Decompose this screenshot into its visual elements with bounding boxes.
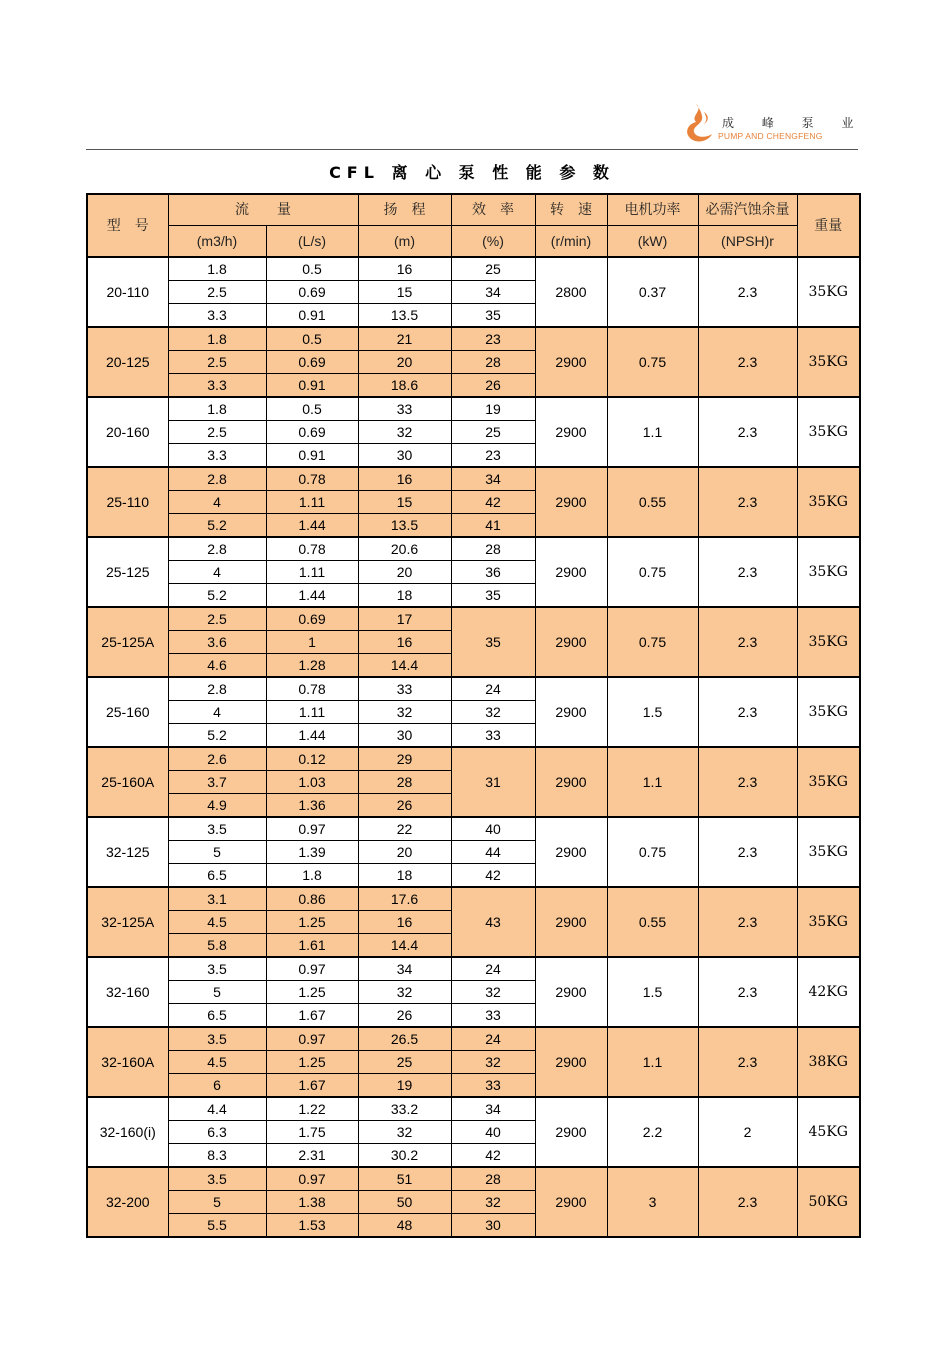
cell-efficiency: 35 (451, 584, 535, 608)
cell-flow-m3h: 4.4 (168, 1097, 266, 1121)
cell-flow-ls: 1.44 (266, 584, 358, 608)
cell-efficiency: 31 (451, 747, 535, 817)
cell-flow-m3h: 2.5 (168, 281, 266, 304)
cell-efficiency: 36 (451, 561, 535, 584)
cell-flow-ls: 1.11 (266, 701, 358, 724)
cell-model: 25-110 (87, 467, 168, 537)
cell-speed: 2900 (535, 887, 607, 957)
cell-flow-m3h: 3.5 (168, 957, 266, 981)
cell-npsh: 2.3 (698, 817, 797, 887)
cell-flow-ls: 1 (266, 631, 358, 654)
cell-power: 0.75 (607, 327, 698, 397)
cell-flow-m3h: 3.1 (168, 887, 266, 911)
cell-head: 17.6 (358, 887, 451, 911)
cell-efficiency: 25 (451, 257, 535, 281)
cell-power: 0.75 (607, 817, 698, 887)
cell-efficiency: 23 (451, 327, 535, 351)
cell-speed: 2900 (535, 327, 607, 397)
cell-power: 2.2 (607, 1097, 698, 1167)
cell-speed: 2900 (535, 1027, 607, 1097)
cell-flow-m3h: 5.2 (168, 724, 266, 748)
cell-flow-m3h: 4 (168, 701, 266, 724)
table-row (87, 397, 860, 421)
cell-flow-m3h: 5.5 (168, 1214, 266, 1238)
cell-head: 32 (358, 701, 451, 724)
cell-head: 22 (358, 817, 451, 841)
cell-head: 18 (358, 584, 451, 608)
cell-flow-m3h: 3.3 (168, 304, 266, 328)
cell-efficiency: 42 (451, 491, 535, 514)
cell-model: 32-125 (87, 817, 168, 887)
cell-head: 26 (358, 794, 451, 818)
cell-weight: 35KG (797, 887, 860, 957)
cell-npsh: 2.3 (698, 1027, 797, 1097)
cell-flow-m3h: 1.8 (168, 397, 266, 421)
header-npsh-unit: (NPSH)r (698, 226, 797, 258)
table-row (87, 1027, 860, 1051)
table-row (87, 887, 860, 911)
cell-power: 1.1 (607, 747, 698, 817)
cell-efficiency: 44 (451, 841, 535, 864)
cell-flow-m3h: 3.3 (168, 374, 266, 398)
cell-flow-ls: 0.86 (266, 887, 358, 911)
cell-power: 0.37 (607, 257, 698, 327)
cell-model: 25-125A (87, 607, 168, 677)
cell-flow-m3h: 6.5 (168, 1004, 266, 1028)
cell-model: 20-125 (87, 327, 168, 397)
cell-flow-m3h: 4.9 (168, 794, 266, 818)
cell-efficiency: 32 (451, 1191, 535, 1214)
cell-head: 20.6 (358, 537, 451, 561)
table-row (87, 957, 860, 981)
table-row (87, 257, 860, 281)
cell-efficiency: 34 (451, 281, 535, 304)
header-weight: 重量 (797, 194, 860, 257)
cell-flow-ls: 0.97 (266, 957, 358, 981)
cell-power: 0.75 (607, 607, 698, 677)
cell-efficiency: 30 (451, 1214, 535, 1238)
pump-performance-table (86, 193, 861, 1238)
cell-head: 20 (358, 841, 451, 864)
cell-flow-m3h: 4 (168, 491, 266, 514)
cell-head: 20 (358, 351, 451, 374)
cell-speed: 2900 (535, 957, 607, 1027)
cell-efficiency: 32 (451, 981, 535, 1004)
cell-model: 25-160A (87, 747, 168, 817)
logo-chinese-name: 成 峰 泵 业 (722, 116, 866, 130)
cell-head: 26 (358, 1004, 451, 1028)
cell-efficiency: 28 (451, 537, 535, 561)
cell-speed: 2800 (535, 257, 607, 327)
cell-flow-m3h: 2.6 (168, 747, 266, 771)
cell-efficiency: 28 (451, 351, 535, 374)
cell-flow-m3h: 5.2 (168, 514, 266, 538)
cell-efficiency: 24 (451, 957, 535, 981)
cell-efficiency: 42 (451, 1144, 535, 1168)
cell-model: 25-125 (87, 537, 168, 607)
cell-flow-ls: 1.25 (266, 981, 358, 1004)
cell-flow-ls: 0.5 (266, 327, 358, 351)
header-speed: 转 速 (535, 194, 607, 226)
cell-flow-m3h: 5 (168, 981, 266, 1004)
cell-flow-m3h: 3.7 (168, 771, 266, 794)
header-efficiency-unit: (%) (451, 226, 535, 258)
cell-flow-ls: 0.97 (266, 1167, 358, 1191)
cell-power: 1.5 (607, 957, 698, 1027)
cell-power: 0.55 (607, 887, 698, 957)
cell-flow-ls: 0.78 (266, 677, 358, 701)
cell-head: 16 (358, 467, 451, 491)
cell-npsh: 2.3 (698, 747, 797, 817)
cell-power: 0.55 (607, 467, 698, 537)
cell-weight: 35KG (797, 327, 860, 397)
page-title: CFL 离 心 泵 性 能 参 数 (329, 163, 615, 182)
cell-flow-m3h: 3.6 (168, 631, 266, 654)
cell-power: 3 (607, 1167, 698, 1237)
table-row (87, 747, 860, 771)
header-speed-unit: (r/min) (535, 226, 607, 258)
cell-flow-m3h: 5 (168, 1191, 266, 1214)
cell-npsh: 2.3 (698, 887, 797, 957)
header-power-unit: (kW) (607, 226, 698, 258)
table-row (87, 1167, 860, 1191)
cell-efficiency: 33 (451, 724, 535, 748)
cell-flow-ls: 0.69 (266, 351, 358, 374)
cell-model: 32-160A (87, 1027, 168, 1097)
cell-head: 30 (358, 444, 451, 468)
cell-power: 1.1 (607, 397, 698, 467)
cell-weight: 35KG (797, 397, 860, 467)
cell-flow-m3h: 4.5 (168, 1051, 266, 1074)
header-flow-unit-ls: (L/s) (266, 226, 358, 258)
cell-speed: 2900 (535, 467, 607, 537)
cell-speed: 2900 (535, 817, 607, 887)
cell-flow-m3h: 4.6 (168, 654, 266, 678)
cell-head: 29 (358, 747, 451, 771)
cell-flow-m3h: 3.3 (168, 444, 266, 468)
cell-power: 1.1 (607, 1027, 698, 1097)
cell-flow-ls: 1.36 (266, 794, 358, 818)
cell-flow-m3h: 6 (168, 1074, 266, 1098)
cell-head: 15 (358, 281, 451, 304)
cell-head: 51 (358, 1167, 451, 1191)
header-model: 型 号 (87, 194, 168, 257)
cell-flow-ls: 0.78 (266, 467, 358, 491)
cell-head: 18.6 (358, 374, 451, 398)
cell-weight: 45KG (797, 1097, 860, 1167)
table-row (87, 677, 860, 701)
table-row (87, 1097, 860, 1121)
cell-efficiency: 35 (451, 607, 535, 677)
table-row (87, 327, 860, 351)
cell-weight: 42KG (797, 957, 860, 1027)
cell-head: 32 (358, 1121, 451, 1144)
cell-head: 13.5 (358, 304, 451, 328)
cell-model: 32-160(i) (87, 1097, 168, 1167)
cell-flow-ls: 1.25 (266, 1051, 358, 1074)
table-row (87, 817, 860, 841)
cell-weight: 35KG (797, 817, 860, 887)
table-row (87, 607, 860, 631)
cell-flow-m3h: 6.5 (168, 864, 266, 888)
cell-flow-ls: 1.11 (266, 491, 358, 514)
cell-efficiency: 26 (451, 374, 535, 398)
cell-head: 25 (358, 1051, 451, 1074)
cell-head: 28 (358, 771, 451, 794)
cell-head: 21 (358, 327, 451, 351)
cell-flow-m3h: 8.3 (168, 1144, 266, 1168)
cell-flow-m3h: 2.8 (168, 537, 266, 561)
header-divider (86, 149, 858, 150)
cell-power: 0.75 (607, 537, 698, 607)
cell-flow-ls: 1.44 (266, 514, 358, 538)
cell-npsh: 2.3 (698, 957, 797, 1027)
cell-flow-ls: 2.31 (266, 1144, 358, 1168)
cell-flow-m3h: 2.5 (168, 421, 266, 444)
cell-efficiency: 33 (451, 1004, 535, 1028)
cell-weight: 38KG (797, 1027, 860, 1097)
cell-npsh: 2.3 (698, 467, 797, 537)
cell-weight: 35KG (797, 677, 860, 747)
cell-npsh: 2.3 (698, 257, 797, 327)
cell-efficiency: 32 (451, 701, 535, 724)
cell-flow-m3h: 2.5 (168, 607, 266, 631)
cell-flow-m3h: 5.2 (168, 584, 266, 608)
cell-flow-ls: 1.44 (266, 724, 358, 748)
cell-flow-ls: 1.53 (266, 1214, 358, 1238)
cell-flow-ls: 0.69 (266, 607, 358, 631)
cell-efficiency: 19 (451, 397, 535, 421)
cell-head: 14.4 (358, 654, 451, 678)
header-head: 扬 程 (358, 194, 451, 226)
cell-flow-ls: 0.69 (266, 281, 358, 304)
cell-npsh: 2.3 (698, 537, 797, 607)
cell-flow-m3h: 1.8 (168, 257, 266, 281)
cell-head: 32 (358, 421, 451, 444)
cell-model: 32-160 (87, 957, 168, 1027)
cell-head: 20 (358, 561, 451, 584)
cell-head: 14.4 (358, 934, 451, 958)
cell-npsh: 2 (698, 1097, 797, 1167)
cell-flow-ls: 0.5 (266, 397, 358, 421)
cell-model: 32-125A (87, 887, 168, 957)
cell-flow-ls: 0.78 (266, 537, 358, 561)
cell-speed: 2900 (535, 1097, 607, 1167)
cell-efficiency: 34 (451, 467, 535, 491)
header-power: 电机功率 (607, 194, 698, 226)
header-head-unit: (m) (358, 226, 451, 258)
cell-flow-ls: 1.39 (266, 841, 358, 864)
cell-head: 33 (358, 397, 451, 421)
cell-head: 16 (358, 257, 451, 281)
cell-efficiency: 24 (451, 1027, 535, 1051)
cell-head: 50 (358, 1191, 451, 1214)
cell-flow-ls: 1.67 (266, 1004, 358, 1028)
cell-head: 30 (358, 724, 451, 748)
cell-flow-m3h: 3.5 (168, 817, 266, 841)
cell-flow-m3h: 6.3 (168, 1121, 266, 1144)
cell-head: 15 (358, 491, 451, 514)
cell-head: 16 (358, 631, 451, 654)
cell-weight: 50KG (797, 1167, 860, 1237)
cell-flow-m3h: 3.5 (168, 1027, 266, 1051)
cell-flow-ls: 1.11 (266, 561, 358, 584)
header-flow-unit-m3h: (m3/h) (168, 226, 266, 258)
cell-npsh: 2.3 (698, 607, 797, 677)
company-logo (682, 100, 866, 144)
cell-flow-m3h: 5 (168, 841, 266, 864)
cell-head: 26.5 (358, 1027, 451, 1051)
cell-efficiency: 42 (451, 864, 535, 888)
cell-model: 25-160 (87, 677, 168, 747)
cell-flow-ls: 0.5 (266, 257, 358, 281)
table-body (87, 257, 860, 1237)
cell-power: 1.5 (607, 677, 698, 747)
cell-weight: 35KG (797, 747, 860, 817)
cell-npsh: 2.3 (698, 397, 797, 467)
cell-flow-ls: 1.25 (266, 911, 358, 934)
cell-head: 18 (358, 864, 451, 888)
cell-weight: 35KG (797, 537, 860, 607)
cell-efficiency: 41 (451, 514, 535, 538)
cell-flow-m3h: 1.8 (168, 327, 266, 351)
cell-flow-m3h: 3.5 (168, 1167, 266, 1191)
cell-speed: 2900 (535, 1167, 607, 1237)
cell-weight: 35KG (797, 467, 860, 537)
cell-flow-ls: 1.61 (266, 934, 358, 958)
table-row (87, 537, 860, 561)
cell-head: 13.5 (358, 514, 451, 538)
cell-npsh: 2.3 (698, 677, 797, 747)
cell-head: 19 (358, 1074, 451, 1098)
cell-efficiency: 34 (451, 1097, 535, 1121)
cell-efficiency: 40 (451, 1121, 535, 1144)
cell-weight: 35KG (797, 257, 860, 327)
cell-flow-ls: 0.97 (266, 1027, 358, 1051)
cell-flow-ls: 0.91 (266, 304, 358, 328)
cell-flow-ls: 1.03 (266, 771, 358, 794)
cell-flow-ls: 1.75 (266, 1121, 358, 1144)
cell-speed: 2900 (535, 537, 607, 607)
cell-head: 17 (358, 607, 451, 631)
cell-flow-m3h: 5.8 (168, 934, 266, 958)
cell-flow-m3h: 4.5 (168, 911, 266, 934)
cell-head: 34 (358, 957, 451, 981)
cell-model: 32-200 (87, 1167, 168, 1237)
cell-weight: 35KG (797, 607, 860, 677)
cell-head: 33.2 (358, 1097, 451, 1121)
cell-flow-ls: 0.91 (266, 444, 358, 468)
cell-npsh: 2.3 (698, 1167, 797, 1237)
cell-flow-ls: 0.97 (266, 817, 358, 841)
logo-english-name: PUMP AND CHENGFENG (718, 131, 823, 141)
cell-flow-ls: 1.8 (266, 864, 358, 888)
cell-efficiency: 40 (451, 817, 535, 841)
cell-efficiency: 23 (451, 444, 535, 468)
table-row (87, 467, 860, 491)
cell-head: 48 (358, 1214, 451, 1238)
cell-head: 32 (358, 981, 451, 1004)
cell-efficiency: 25 (451, 421, 535, 444)
cell-speed: 2900 (535, 607, 607, 677)
cell-head: 16 (358, 911, 451, 934)
header-efficiency: 效 率 (451, 194, 535, 226)
header-flow: 流 量 (168, 194, 358, 226)
cell-speed: 2900 (535, 677, 607, 747)
cell-flow-ls: 0.69 (266, 421, 358, 444)
cell-speed: 2900 (535, 397, 607, 467)
cell-flow-ls: 0.91 (266, 374, 358, 398)
cell-flow-m3h: 2.8 (168, 467, 266, 491)
header-npsh: 必需汽蚀余量 (698, 194, 797, 226)
cell-efficiency: 43 (451, 887, 535, 957)
cell-flow-ls: 1.28 (266, 654, 358, 678)
cell-efficiency: 28 (451, 1167, 535, 1191)
cell-flow-m3h: 4 (168, 561, 266, 584)
cell-model: 20-160 (87, 397, 168, 467)
cell-head: 30.2 (358, 1144, 451, 1168)
cell-efficiency: 33 (451, 1074, 535, 1098)
flame-logo-icon (682, 100, 718, 144)
cell-model: 20-110 (87, 257, 168, 327)
cell-efficiency: 24 (451, 677, 535, 701)
cell-efficiency: 35 (451, 304, 535, 328)
cell-speed: 2900 (535, 747, 607, 817)
cell-efficiency: 32 (451, 1051, 535, 1074)
cell-flow-m3h: 2.8 (168, 677, 266, 701)
cell-flow-m3h: 2.5 (168, 351, 266, 374)
cell-flow-ls: 1.67 (266, 1074, 358, 1098)
cell-head: 33 (358, 677, 451, 701)
cell-flow-ls: 1.22 (266, 1097, 358, 1121)
cell-flow-ls: 1.38 (266, 1191, 358, 1214)
cell-npsh: 2.3 (698, 327, 797, 397)
cell-flow-ls: 0.12 (266, 747, 358, 771)
